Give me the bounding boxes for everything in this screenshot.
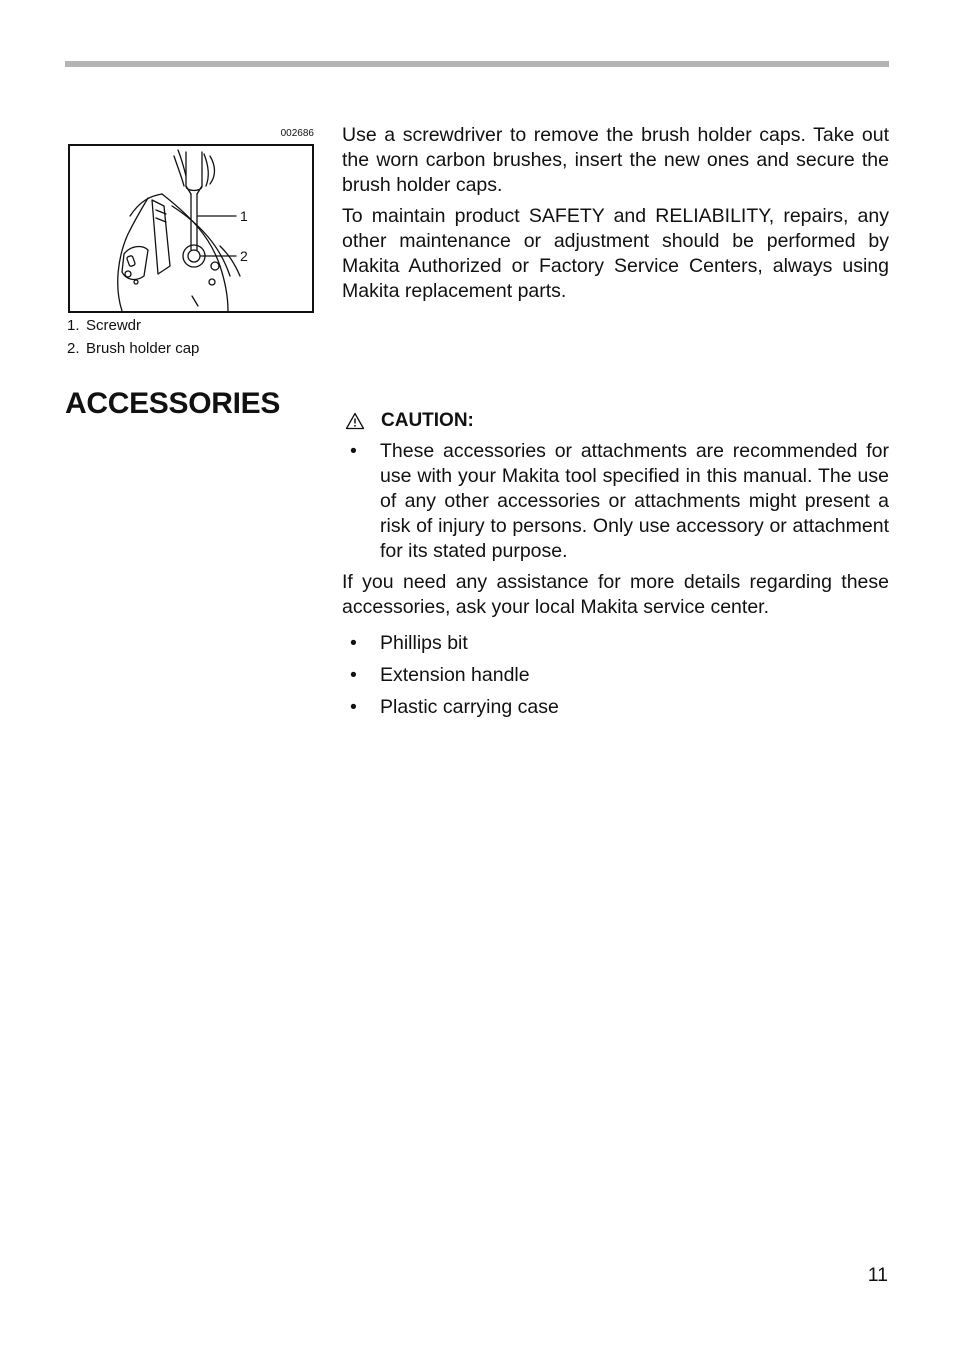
bullet-icon: •	[350, 695, 357, 718]
callout-2: 2	[240, 248, 248, 264]
legend-number: 2.	[67, 340, 80, 357]
caution-header	[342, 410, 474, 432]
caution-text: These accessories or attachments are recommended for use with your Makita tool specified in this manual. The use of any other accessories or attachments might present a risk of injury to persons. Only use accessory or attachment for its stated purpose.	[380, 440, 889, 562]
top-rule	[65, 61, 889, 67]
accessories-list	[342, 627, 889, 723]
paragraph-text: Use a screwdriver to remove the brush holder caps. Take out the worn carbon brushes, insert the new ones and secure the brush holder caps.	[342, 124, 889, 196]
list-item	[342, 627, 889, 659]
paragraph-text: To maintain product SAFETY and RELIABILITY, repairs, any other maintenance or adjustment should be performed by Makita Authorized or Factory Service Centers, always using Makita replacement parts.	[342, 205, 889, 302]
legend-number: 1.	[67, 317, 80, 334]
assistance-paragraph: If you need any assistance for more details regarding these accessories, ask your local Makita service center.	[342, 571, 889, 618]
brush-holder-illustration	[68, 144, 314, 313]
caution-list	[342, 439, 889, 564]
list-item	[342, 691, 889, 723]
legend-label: Screwdr	[86, 317, 142, 334]
accessories-heading: ACCESSORIES	[65, 387, 281, 420]
accessory-name: Extension handle	[380, 663, 530, 686]
legend-item	[67, 337, 199, 360]
figure-code: 002686	[280, 128, 314, 139]
caution-label: CAUTION:	[381, 410, 474, 431]
accessory-name: Phillips bit	[380, 631, 468, 654]
callout-1: 1	[240, 208, 248, 224]
bullet-icon: •	[350, 440, 357, 462]
list-item	[342, 439, 889, 564]
accessory-name: Plastic carrying case	[380, 695, 559, 718]
bullet-icon: •	[350, 663, 357, 686]
list-item	[342, 659, 889, 691]
page-number: 11	[867, 1264, 888, 1286]
bullet-icon: •	[350, 631, 357, 654]
legend-label: Brush holder cap	[86, 340, 200, 357]
figure-legend	[67, 314, 199, 360]
legend-item	[67, 314, 199, 337]
brush-replacement-paragraph	[342, 123, 889, 198]
warning-triangle-icon	[345, 412, 365, 430]
service-paragraph	[342, 204, 889, 304]
